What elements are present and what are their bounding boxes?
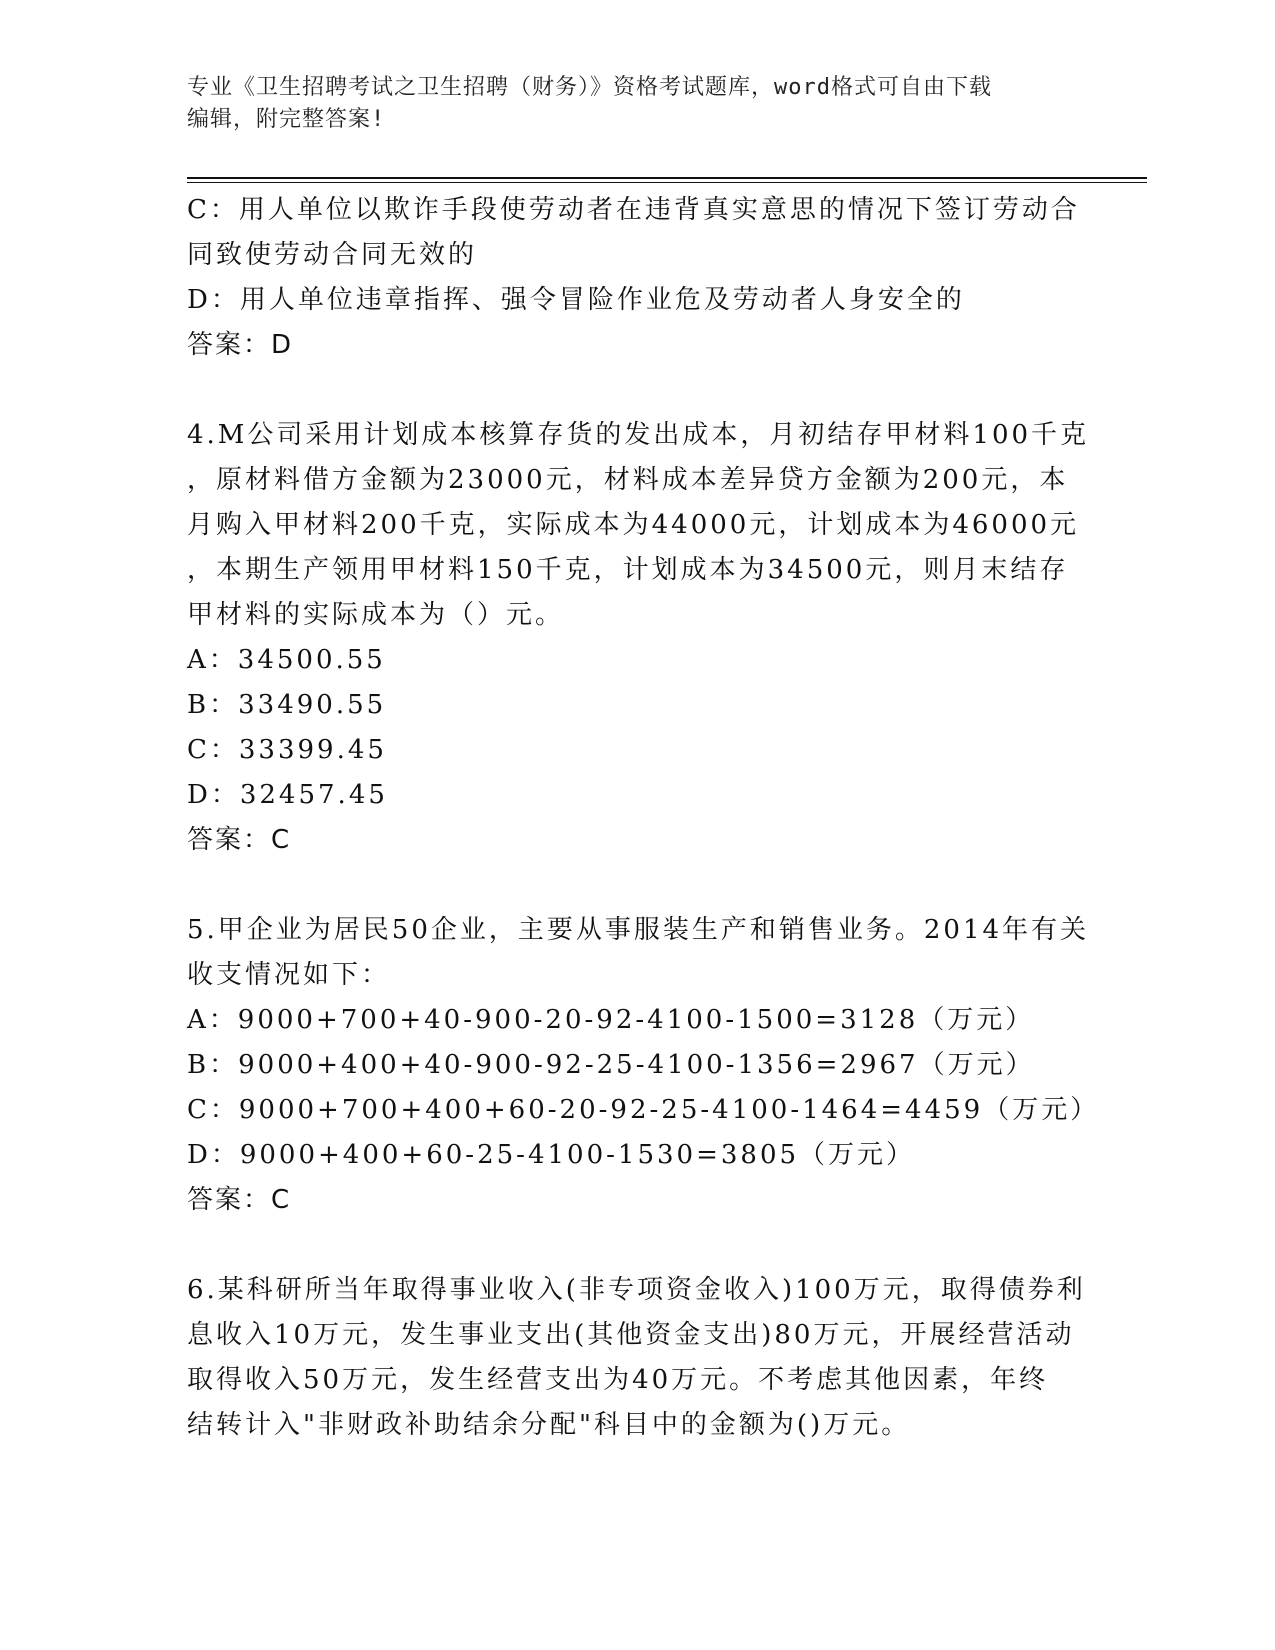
option-c-continued: 同致使劳动合同无效的: [187, 240, 478, 270]
option-c: C：9000+700+400+60-20-92-25-4100-1464=4459（万元）: [187, 1095, 1100, 1125]
option-d: D：32457.45: [187, 780, 388, 810]
option-c: C：33399.45: [187, 735, 387, 765]
answer: 答案：C: [187, 825, 292, 855]
document-header: [187, 72, 1087, 136]
question-stem-line: 甲材料的实际成本为（）元。: [187, 600, 565, 630]
header-line-1: 专业《卫生招聘考试之卫生招聘（财务）》资格考试题库，word格式可自由下载: [187, 75, 992, 100]
option-d: D：9000+400+60-25-4100-1530=3805（万元）: [187, 1140, 916, 1170]
option-d: D：用人单位违章指挥、强令冒险作业危及劳动者人身安全的: [187, 285, 965, 315]
question-stem-line: 取得收入50万元，发生经营支出为40万元。不考虑其他因素，年终: [187, 1365, 1049, 1395]
question-stem-line: 6.某科研所当年取得事业收入(非专项资金收入)100万元，取得债券利: [187, 1275, 1086, 1305]
question-stem-line: 4.M公司采用计划成本核算存货的发出成本，月初结存甲材料100千克: [187, 420, 1090, 450]
spacer: [187, 863, 1087, 908]
question-stem-line: 5.甲企业为居民50企业，主要从事服装生产和销售业务。2014年有关: [187, 915, 1090, 945]
option-b: B：9000+400+40-900-92-25-4100-1356=2967（万元）: [187, 1050, 1035, 1080]
option-c: C：用人单位以欺诈手段使劳动者在违背真实意思的情况下签订劳动合: [187, 195, 1080, 225]
option-a: A：9000+700+40-900-20-92-4100-1500=3128（万元）: [187, 1005, 1035, 1035]
question-stem-line: 收支情况如下：: [187, 960, 391, 990]
question-3-tail: [187, 188, 1087, 368]
question-6: [187, 1268, 1087, 1448]
question-stem-line: 月购入甲材料200千克，实际成本为44000元，计划成本为46000元: [187, 510, 1080, 540]
question-stem-line: 结转计入"非财政补助结余分配"科目中的金额为()万元。: [187, 1410, 911, 1440]
header-rule-thin: [187, 182, 1147, 183]
question-stem-line: ，本期生产领用甲材料150千克，计划成本为34500元，则月末结存: [187, 555, 1069, 585]
question-stem-line: 息收入10万元，发生事业支出(其他资金支出)80万元，开展经营活动: [187, 1320, 1075, 1350]
spacer: [187, 368, 1087, 413]
option-a: A：34500.55: [187, 645, 386, 675]
option-b: B：33490.55: [187, 690, 387, 720]
answer: 答案：C: [187, 1185, 292, 1215]
header-rule-thick: [187, 177, 1147, 179]
question-content: [187, 188, 1100, 1448]
spacer: [187, 1223, 1087, 1268]
header-line-2: 编辑，附完整答案!: [187, 107, 386, 132]
question-4: [187, 413, 1090, 863]
question-stem-line: ，原材料借方金额为23000元，材料成本差异贷方金额为200元，本: [187, 465, 1069, 495]
answer: 答案：D: [187, 330, 294, 360]
question-5: [187, 908, 1100, 1223]
